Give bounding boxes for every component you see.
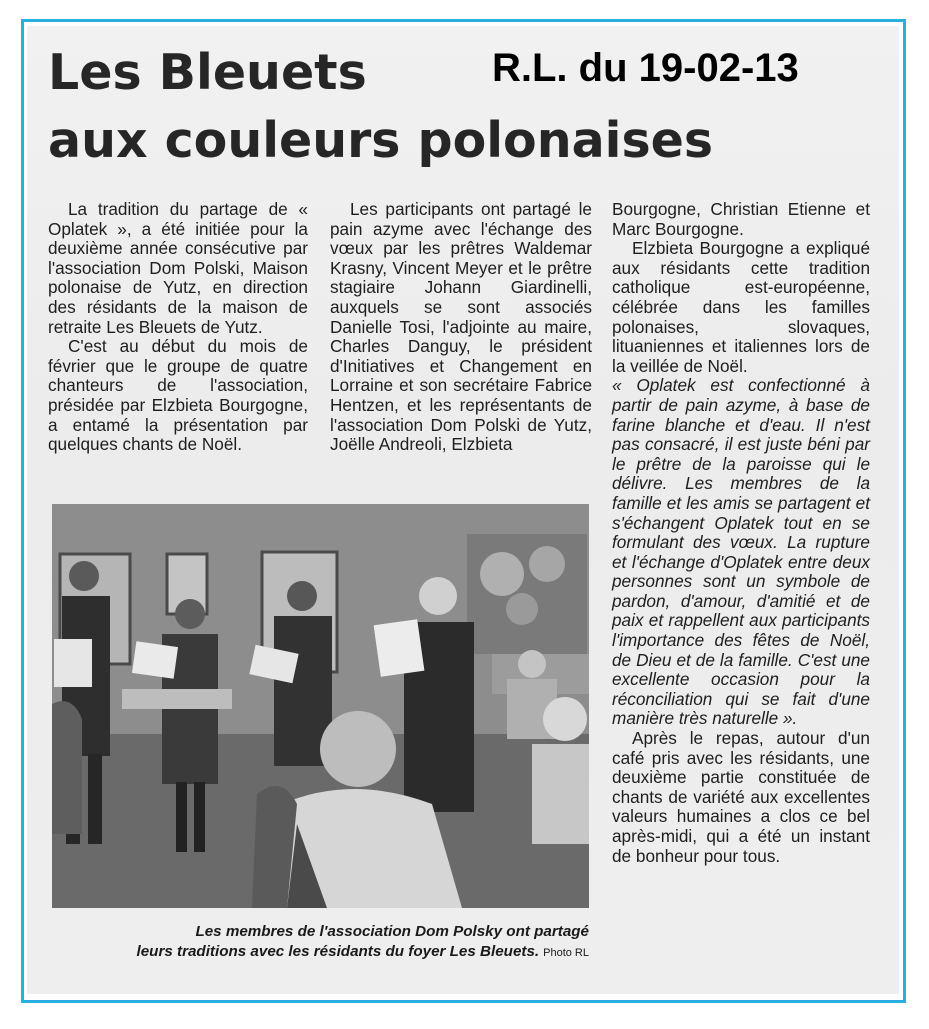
- headline-line-2: aux couleurs polonaises: [48, 112, 714, 169]
- photo-scene: [52, 504, 589, 908]
- article-photo: [52, 504, 589, 908]
- date-stamp: R.L. du 19-02-13: [492, 46, 799, 90]
- photo-credit: Photo RL: [543, 947, 589, 959]
- paragraph: C'est au début du mois de février que le groupe de quatre chanteurs de l'association, présidée par Elzbieta Bourgogne, a entamé la présentation par quelques chants de Noël.: [48, 336, 308, 455]
- paragraph: La tradition du partage de « Oplatek », a été initiée pour la deuxième année consécutive par l'association Dom Polski, Maison polonaise de Yutz, en direction des résidants de la maison de retraite Les Bleuets de Yutz.: [48, 199, 308, 337]
- caption-line-2-text: leurs traditions avec les résidants du foyer Les Bleuets.: [136, 943, 540, 960]
- article-column-1: [48, 200, 308, 455]
- quote-paragraph: « Oplatek est confectionné à partir de pain azyme, à base de farine blanche et d'eau. Il n'est pas consacré, il est juste béni par le prêtre de la paroisse qui le délivre. Les membres de la famille et les amis se partagent et s'échangent Oplatek tout en se formulant des vœux. La rupture et l'échange d'Oplatek entre deux personnes sont un symbole de pardon, d'amour, d'amitié et de paix et rappellent aux participants l'importance des fêtes de Noël, de Dieu et de la famille. C'est une excellente occasion pour la réconciliation qui se fait d'une manière très naturelle ».: [612, 375, 870, 729]
- caption-line-2: [52, 942, 589, 963]
- article-column-3: [612, 200, 870, 866]
- headline-line-1: Les Bleuets: [48, 44, 367, 101]
- article-column-2: [330, 200, 592, 455]
- paragraph: Elzbieta Bourgogne a expliqué aux résidants cette tradition catholique est-européenne, célébrée dans les familles polonaises, slovaques, lituaniennes et italiennes lors de la veillée de Noël.: [612, 238, 870, 376]
- caption-line-1: Les membres de l'association Dom Polsky ont partagé: [195, 923, 589, 940]
- paragraph: Les participants ont partagé le pain azyme avec l'échange des vœux par les prêtres Waldemar Krasny, Vincent Meyer et le prêtre stagiaire Johann Giardinelli, auxquels se sont associés Danielle Tosi, l'adjointe au maire, Charles Danguy, le président d'Initiatives et Changement en Lorraine et son secrétaire Fabrice Hentzen, et les représentants de l'association Dom Polski de Yutz, Joëlle Andreoli, Elzbieta: [330, 199, 592, 455]
- paragraph: Bourgogne, Christian Etienne et Marc Bourgogne.: [612, 199, 870, 239]
- photo-caption: [52, 922, 589, 963]
- paragraph: Après le repas, autour d'un café pris avec les résidants, une deuxième partie constituée de chants de variété aux excellentes valeurs humaines a clos ce bel après-midi, qui a été un instant de bonheur pour tous.: [612, 728, 870, 866]
